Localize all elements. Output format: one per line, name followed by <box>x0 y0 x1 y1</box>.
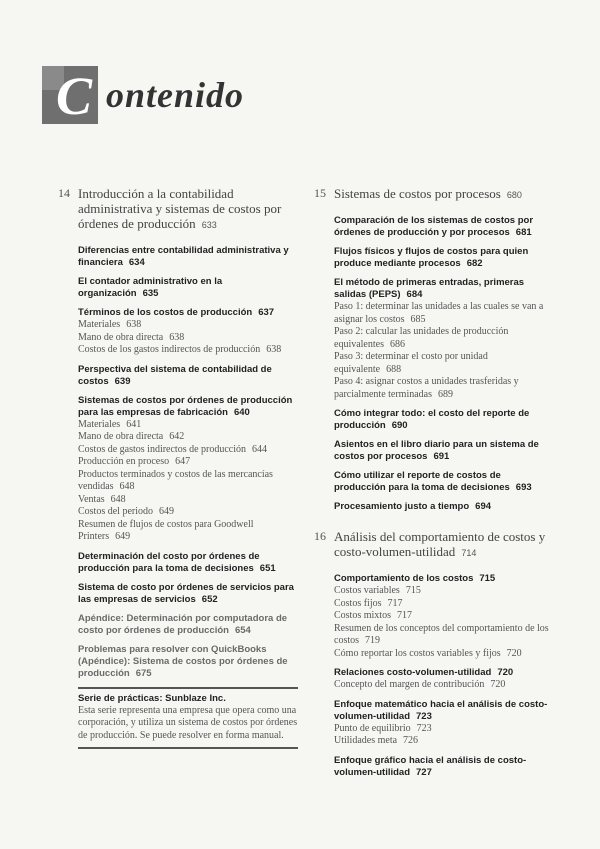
header-initial: C <box>56 66 93 126</box>
subsection-text: Mano de obra directa <box>78 331 164 343</box>
subsection-text: Ventas <box>78 493 105 505</box>
section-page: 634 <box>128 257 145 268</box>
section-heading <box>78 582 298 606</box>
header-title: ontenido <box>106 75 245 115</box>
section-heading <box>334 667 554 679</box>
subsection-page: 648 <box>110 493 126 505</box>
section-title: Cómo integrar todo: el costo del reporte de producción <box>334 408 530 431</box>
toc-section <box>314 501 554 513</box>
subsection-text: Producción en proceso <box>78 456 170 467</box>
section-title: Problemas para resolver con QuickBooks (Apéndice): Sistema de costos por órdenes de producción <box>78 643 288 679</box>
subsection-entry <box>78 431 298 444</box>
toc-section <box>58 644 298 680</box>
toc-section <box>314 439 554 463</box>
subsection-page: 689 <box>438 388 454 400</box>
subsection-text: Resumen de los conceptos del comportamiento de los costos <box>334 622 549 646</box>
toc-section <box>314 277 554 401</box>
section-page: 694 <box>475 501 492 512</box>
subsection-entry <box>78 344 298 357</box>
section-page: 690 <box>391 420 408 431</box>
section-title: Enfoque matemático hacia el análisis de costo-volumen-utilidad <box>334 698 548 722</box>
subsection-entry <box>78 469 298 494</box>
section-heading <box>78 364 298 388</box>
chapter-heading <box>334 186 554 203</box>
subsection-text: Costos mixtos <box>334 610 391 621</box>
subsection-page: 688 <box>386 363 402 375</box>
subsection-text: Paso 4: asignar costos a unidades trasferidas y parcialmente terminadas <box>334 376 519 400</box>
section-page: 684 <box>406 289 423 300</box>
section-page: 652 <box>201 593 218 605</box>
chapter-title: Sistemas de costos por procesos <box>334 186 501 201</box>
subsection-text: Materiales <box>78 418 121 430</box>
section-title: Determinación del costo por órdenes de producción para la toma de decisiones <box>78 550 260 574</box>
chapter-title: Análisis del comportamiento de costos y costo-volumen-utilidad <box>334 529 546 559</box>
section-title: El contador administrativo en la organización <box>78 276 223 299</box>
subsection-text: Paso 2: calcular las unidades de producción equivalentes <box>334 326 509 350</box>
section-title: Cómo utilizar el reporte de costos de producción para la toma de decisiones <box>334 470 510 493</box>
section-title: Procesamiento justo a tiempo <box>334 501 470 512</box>
toc-section <box>314 408 554 432</box>
toc-section <box>58 395 298 544</box>
subsection-text: Materiales <box>78 319 121 330</box>
subsection-entry <box>334 623 554 648</box>
chapter-number: 16 <box>314 529 326 543</box>
section-page: 720 <box>497 667 514 678</box>
subsection-page: 642 <box>169 431 185 442</box>
subsection-entry <box>334 326 554 351</box>
toc-section <box>58 245 298 269</box>
section-heading <box>78 245 298 269</box>
subsection-entry <box>334 735 554 748</box>
section-title: El método de primeras entradas, primeras salidas (PEPS) <box>334 277 525 300</box>
subsection-entry <box>334 351 554 376</box>
subsection-text: Costos de gastos indirectos de producción <box>78 443 247 455</box>
section-heading <box>78 276 298 300</box>
chapter-title: Introducción a la contabilidad administrativa y sistemas de costos por órdenes de producción <box>78 186 282 231</box>
section-heading <box>78 307 298 319</box>
chapter-number: 14 <box>58 186 70 200</box>
toc-section <box>314 215 554 239</box>
subsection-page: 726 <box>403 735 419 746</box>
subsection-page: 720 <box>490 679 506 690</box>
chapter-15 <box>314 186 554 203</box>
subsection-page: 685 <box>410 313 426 325</box>
chapter-heading <box>334 529 554 561</box>
left-column <box>58 186 298 749</box>
subsection-text: Mano de obra directa <box>78 431 164 442</box>
section-page: 693 <box>515 482 532 493</box>
section-heading <box>334 755 554 779</box>
subsection-entry <box>78 519 298 544</box>
subsection-entry <box>78 456 298 469</box>
subsection-text: Costos variables <box>334 585 400 596</box>
section-page: 691 <box>433 451 450 462</box>
section-title: Comportamiento de los costos <box>334 573 474 584</box>
subsection-page: 717 <box>387 597 403 609</box>
subsection-entry <box>78 444 298 457</box>
subsection-entry <box>334 598 554 611</box>
subsection-entry <box>334 723 554 736</box>
subsection-text: Paso 3: determinar el costo por unidad equivalente <box>334 351 488 375</box>
subsection-page: 717 <box>396 610 412 621</box>
chapter-page: 680 <box>506 190 522 200</box>
toc-section <box>314 755 554 779</box>
section-heading <box>334 470 554 494</box>
toc-section <box>58 582 298 606</box>
subsection-page: 638 <box>169 331 185 343</box>
toc-section <box>58 307 298 357</box>
section-heading <box>78 613 298 637</box>
toc-section <box>314 573 554 660</box>
section-page: 723 <box>416 710 432 722</box>
section-title: Flujos físicos y flujos de costos para quien produce mediante procesos <box>334 246 529 269</box>
section-title: Comparación de los sistemas de costos por órdenes de producción y por procesos <box>334 215 534 238</box>
right-column <box>314 186 554 786</box>
subsection-entry <box>334 648 554 661</box>
subsection-page: 649 <box>115 531 131 542</box>
subsection-text: Productos terminados y costos de las mercancías vendidas <box>78 468 273 492</box>
subsection-page: 686 <box>389 338 405 350</box>
subsection-page: 647 <box>175 456 191 467</box>
subsection-text: Concepto del margen de contribución <box>334 679 485 690</box>
subsection-text: Costos de los gastos indirectos de producción <box>78 344 261 355</box>
subsection-entry <box>78 419 298 432</box>
section-title: Enfoque gráfico hacia el análisis de costo-volumen-utilidad <box>334 754 527 778</box>
section-title: Sistema de costo por órdenes de servicios para las empresas de servicios <box>78 581 294 605</box>
toc-section <box>58 364 298 388</box>
section-title: Apéndice: Determinación por computadora de costo por órdenes de producción <box>78 612 288 636</box>
toc-section <box>314 667 554 692</box>
subsection-text: Utilidades meta <box>334 735 398 746</box>
section-page: 675 <box>135 667 152 679</box>
subsection-entry <box>334 376 554 401</box>
subsection-page: 715 <box>405 585 421 596</box>
chapter-16 <box>314 529 554 561</box>
section-title: Términos de los costos de producción <box>78 307 253 318</box>
left-sections <box>58 245 298 680</box>
subsection-page: 719 <box>365 635 380 646</box>
section-page: 639 <box>114 375 131 387</box>
subsection-page: 644 <box>252 443 268 455</box>
subsection-entry <box>334 610 554 623</box>
subsection-entry <box>334 679 554 692</box>
section-title: Relaciones costo-volumen-utilidad <box>334 667 492 678</box>
section-page: 651 <box>259 562 276 574</box>
practice-series-title: Serie de prácticas: Sunblaze Inc. <box>78 692 226 704</box>
section-heading <box>334 501 554 513</box>
practice-series-box <box>78 687 298 750</box>
section-page: 681 <box>515 227 532 238</box>
subsection-text: Resumen de flujos de costos para Goodwell Printers <box>78 518 254 542</box>
chapter-page: 714 <box>461 548 477 558</box>
section-title: Perspectiva del sistema de contabilidad de costos <box>78 363 272 387</box>
section-title: Asientos en el libro diario para un sistema de costos por procesos <box>334 439 539 462</box>
practice-series-text: Esta serie representa una empresa que opera como una corporación, y utiliza un sistema de costos por órdenes de producción. Se puede resolver en forma manual. <box>78 704 298 741</box>
toc-section <box>58 276 298 300</box>
subsection-text: Costos del periodo <box>78 506 153 517</box>
subsection-entry <box>78 494 298 507</box>
section-heading <box>78 551 298 575</box>
subsection-page: 720 <box>506 647 522 659</box>
subsection-page: 641 <box>126 418 142 430</box>
section-page: 715 <box>479 573 496 584</box>
subsection-page: 638 <box>126 319 142 330</box>
subsection-entry <box>334 585 554 598</box>
toc-section <box>58 613 298 637</box>
subsection-page: 648 <box>119 481 135 492</box>
subsection-entry <box>334 301 554 326</box>
subsection-page: 649 <box>159 506 174 517</box>
subsection-text: Punto de equilibrio <box>334 722 411 734</box>
contents-header <box>42 66 245 128</box>
section-heading <box>334 408 554 432</box>
subsection-text: Paso 1: determinar las unidades a las cuales se van a asignar los costos <box>334 301 544 325</box>
subsection-text: Costos fijos <box>334 597 382 609</box>
section-page: 654 <box>234 624 251 636</box>
chapter-page: 633 <box>201 220 217 230</box>
subsection-text: Cómo reportar los costos variables y fijos <box>334 647 501 659</box>
section-heading <box>334 699 554 723</box>
subsection-page: 638 <box>266 344 282 355</box>
chapter-number: 15 <box>314 186 326 200</box>
subsection-entry <box>78 319 298 332</box>
section-title: Diferencias entre contabilidad administrativa y financiera <box>78 245 289 268</box>
toc-section <box>58 551 298 575</box>
toc-section <box>314 470 554 494</box>
section-heading <box>334 439 554 463</box>
chapter-14 <box>58 186 298 233</box>
subsection-entry <box>78 332 298 345</box>
subsection-page: 723 <box>416 722 432 734</box>
section-heading <box>78 644 298 680</box>
section-heading <box>334 215 554 239</box>
toc-section <box>314 699 554 748</box>
section-page: 640 <box>233 406 250 418</box>
section-heading <box>78 395 298 419</box>
section-page: 637 <box>258 307 275 318</box>
section-title: Sistemas de costos por órdenes de producción para las empresas de fabricación <box>78 394 293 418</box>
section-page: 682 <box>466 258 483 269</box>
section-page: 635 <box>142 288 159 299</box>
subsection-entry <box>78 506 298 519</box>
section-heading <box>334 246 554 270</box>
section-heading <box>334 573 554 585</box>
toc-section <box>314 246 554 270</box>
section-page: 727 <box>416 766 432 778</box>
section-heading <box>334 277 554 301</box>
